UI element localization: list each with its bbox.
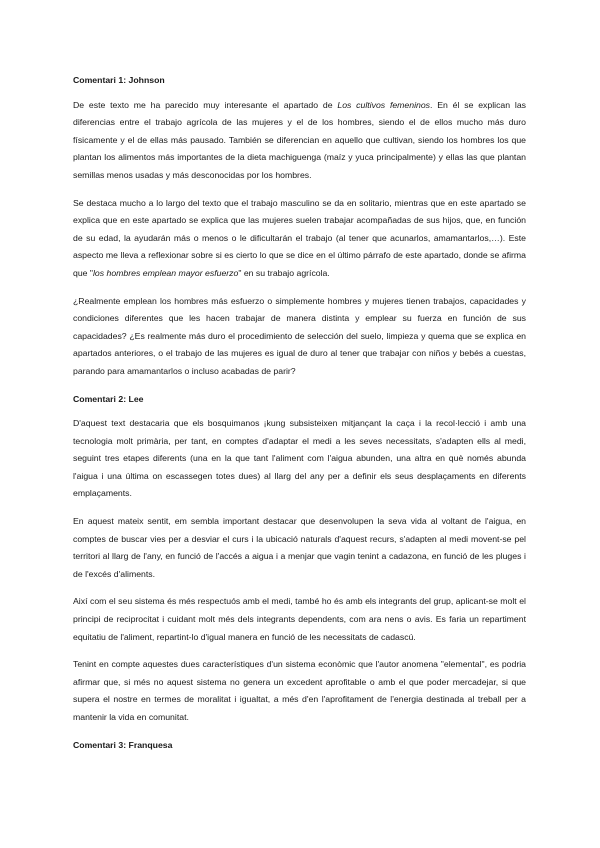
paragraph-text: Se destaca mucho a lo largo del texto que el trabajo masculino se da en solitario, mientras que en este apartado se explica que en este apartado se explica que las mujeres suelen trabajar acompañadas de sus hijos, que, en función de su edad, la ayudarán más o menos o le dificultarán el trabajo (al tener que acunarlos, amamantarlos,…). Este aspecto me lleva a reflexionar sobre si es cierto lo que se dice en el último párrafo de este apartado, donde se afirma que " <box>73 197 526 278</box>
italic-title: Los cultivos femeninos <box>337 99 431 110</box>
section-heading-lee: Comentari 2: Lee <box>73 393 144 404</box>
paragraph-johnson-1 <box>73 97 526 185</box>
section-heading-johnson: Comentari 1: Johnson <box>73 75 165 85</box>
section-heading-franquesa: Comentari 3: Franquesa <box>73 739 173 750</box>
paragraph-lee-3: Així com el seu sistema és més respectuós amb el medi, també ho és amb els integrants del grup, aplicant-se molt el principi de reciprocitat i cuidant molt més dels integrants dependents, com ara nens o avis. Es faria un repartiment equitatiu de l'aliment, repartint-lo d'igual manera en funció de les necessitats de cadascú. <box>73 596 526 642</box>
paragraph-lee-4: Tenint en compte aquestes dues característiques d'un sistema econòmic que l'autor anomena "elemental", es podria afirmar que, si més no aquest sistema no genera un excedent aprofitable o amb el que poder mercadejar, si que supera el nostre en termes de moralitat i igualtat, a més d'en l'aprofitament de l'energia destinada al treball per a mantenir la vida en comunitat. <box>73 659 526 722</box>
paragraph-johnson-2 <box>73 195 526 283</box>
paragraph-text: De este texto me ha parecido muy interesante el apartado de <box>73 99 338 110</box>
paragraph-text: " en su trabajo agrícola. <box>238 267 330 278</box>
paragraph-text: . En él se explican las diferencias entre el trabajo agrícola de las mujeres y el de los hombres, siendo el de ellos mucho más duro físicamente y el de ellas más pausado. También se diferencian en aquello que cultivan, siendo los hombres los que plantan los alimentos más importantes de la dieta machiguenga (maíz y yuca principalmente) y ellas las que plantan semillas menos usadas y más desconocidas por los hombres. <box>73 99 526 180</box>
paragraph-johnson-3: ¿Realmente emplean los hombres más esfuerzo o simplemente hombres y mujeres tienen trabajos, capacidades y condiciones diferentes que les hacen trabajar de manera distinta y emplear su fuerza en función de sus capacidades? ¿Es realmente más duro el procedimiento de selección del suelo, limpieza y quema que se explica en apartados anteriores, o el trabajo de las mujeres es igual de duro al tener que trabajar con niños y bebés a cuestas, parando para amamantarlos o incluso acabadas de parir? <box>73 295 526 376</box>
paragraph-lee-2: En aquest mateix sentit, em sembla important destacar que desenvolupen la seva vida al voltant de l'aigua, en comptes de buscar vies per a desviar el curs i la ubicació naturals d'aquest recurs, s'adapten al medi movent-se pel territori al llarg de l'any, en funció de l'accés a aigua i a menjar que vagin tenint a cadazona, en funció de les pluges i de l'excés d'aliments. <box>73 516 526 579</box>
italic-quote: los hombres emplean mayor esfuerzo <box>93 267 239 278</box>
paragraph-lee-1: D'aquest text destacaria que els bosquimanos ¡kung subsisteixen mitjançant la caça i la recol·lecció i amb una tecnologia molt primària, per tant, en comptes d'adaptar el medi a les seves necessitats, s'adapten ells al medi, seguint tres etapes diferents (una en la que tant l'aliment com l'aigua abunden, una altra en què només abunda l'aigua i una última on escassegen totes dues) al llarg del any per a definir els seus desplaçaments en diferents emplaçaments. <box>73 418 526 499</box>
